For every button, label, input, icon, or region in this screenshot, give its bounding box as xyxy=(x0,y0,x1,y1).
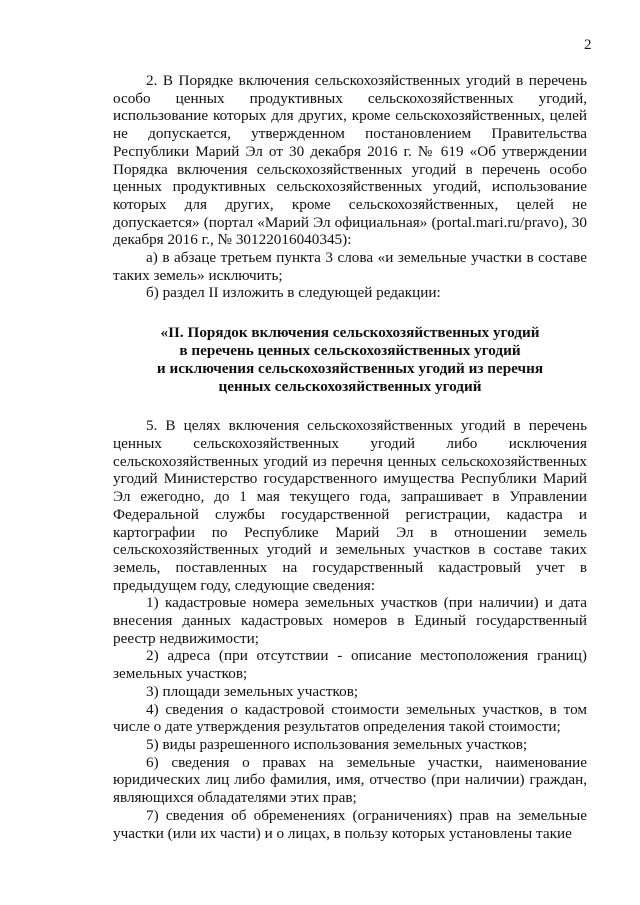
paragraph-item-5: 5. В целях включения сельскохозяйственных угодий в перечень ценных сельскохозяйственных угодий либо исключения сельскохозяйственных угодий из перечня ценных сельскохозяйственных угодий Министерство государственного имущества Республики Марий Эл ежегодно, до 1 мая текущего года, запрашивает в Управлении Федеральной службы государственной регистрации, кадастра и картографии по Республике Марий Эл в отношении земель сельскохозяйственных угодий и земельных участков в составе таких земель, поставленных на государственный кадастровый учет в предыдущем году, следующие сведения: xyxy=(113,417,587,594)
document-body xyxy=(113,72,587,842)
list-item-7: 7) сведения об обременениях (ограничениях) прав на земельные участки (или их части) и о лицах, в пользу которых установлены такие xyxy=(113,806,587,842)
list-item-6: 6) сведения о правах на земельные участки, наименование юридических лиц либо фамилия, имя, отчество (при наличии) граждан, являющихся обладателями этих прав; xyxy=(113,753,587,807)
list-item-5: 5) виды разрешенного использования земельных участков; xyxy=(146,735,528,753)
section-heading-line: «II. Порядок включения сельскохозяйственных угодий xyxy=(160,324,540,342)
list-item-3: 3) площади земельных участков; xyxy=(146,682,359,700)
list-item-2: 2) адреса (при отсутствии - описание местоположения границ) земельных участков; xyxy=(113,647,587,683)
section-heading-line: и исключения сельскохозяйственных угодий из перечня xyxy=(156,359,544,377)
list-item-1: 1) кадастровые номера земельных участков (при наличии) и дата внесения данных кадастровых номеров в Единый государственный реестр недвижимости; xyxy=(113,594,587,647)
list-item-4: 4) сведения о кадастровой стоимости земельных участков, в том числе о дате утверждения результатов определения такой стоимости; xyxy=(113,700,587,736)
paragraph-item-2: 2. В Порядке включения сельскохозяйственных угодий в перечень особо ценных продуктивных сельскохозяйственных угодий, использование которых для других, кроме сельскохозяйственных, целей не допускается, утвержденном постановлением Правительства Республики Марий Эл от 30 декабря 2016 г. № 619 «Об утверждении Порядка включения сельскохозяйственных угодий в перечень особо ценных продуктивных сельскохозяйственных угодий, использование которых для других, кроме сельскохозяйственных, целей не допускается» (портал «Марий Эл официальная» (portal.mari.ru/pravo), 30 декабря 2016 г., № 30122016040345): xyxy=(113,72,587,249)
paragraph-subitem-a: а) в абзаце третьем пункта 3 слова «и земельные участки в составе таких земель» исключить; xyxy=(113,249,587,284)
section-heading-line: в перечень ценных сельскохозяйственных угодий xyxy=(179,341,521,359)
section-heading-line: ценных сельскохозяйственных угодий xyxy=(218,377,482,395)
page-number: 2 xyxy=(584,37,592,53)
section-heading xyxy=(113,324,587,395)
paragraph-subitem-b: б) раздел II изложить в следующей редакции: xyxy=(146,284,441,302)
